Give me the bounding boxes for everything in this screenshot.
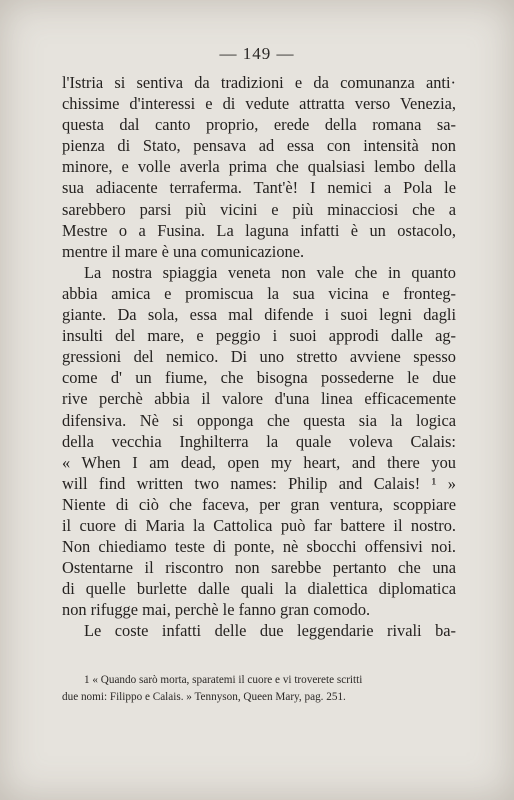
page-number: — 149 — bbox=[219, 44, 295, 63]
text-line: insulti del mare, e peggio i suoi approdi dalle ag- bbox=[62, 326, 456, 346]
text-line: giante. Da sola, essa mal difende i suoi legni dagli bbox=[62, 305, 456, 325]
text-line: di quelle burlette dalle quali la dialettica diplomatica bbox=[62, 579, 456, 599]
body-text bbox=[62, 72, 456, 642]
text-line: non rifugge mai, perchè le fanno gran comodo. bbox=[62, 600, 371, 620]
text-line: il cuore di Maria la Cattolica può far battere il nostro. bbox=[62, 515, 456, 535]
text-line: questa dal canto proprio, erede della romana sa- bbox=[62, 115, 456, 135]
text-line: La nostra spiaggia veneta non vale che in quanto bbox=[84, 262, 456, 282]
text-line: della vecchia Inghilterra la quale voleva Calais: bbox=[62, 431, 456, 451]
text-line: Mestre o a Fusina. La laguna infatti è un ostacolo, bbox=[62, 220, 456, 240]
text-line: « When I am dead, open my heart, and there you bbox=[62, 452, 456, 472]
text-line: chissime d'interessi e di vedute attratta verso Venezia, bbox=[62, 94, 456, 114]
text-line: sarebbero parsi più vicini e più minacciosi che a bbox=[62, 199, 456, 219]
text-line: pienza di Stato, pensava ad essa con intensità non bbox=[62, 136, 456, 156]
text-line: Niente di ciò che faceva, per gran ventura, scoppiare bbox=[62, 494, 456, 514]
text-line: l'Istria si sentiva da tradizioni e da comunanza anti· bbox=[62, 73, 456, 92]
text-line: come d' un fiume, che bisogna possederne le due bbox=[62, 368, 456, 388]
text-line: abbia amica e promiscua la sua vicina e fronteg- bbox=[62, 283, 456, 303]
text-line: sua adiacente terraferma. Tant'è! I nemici a Pola le bbox=[62, 178, 456, 198]
text-line: Le coste infatti delle due leggendarie rivali ba- bbox=[84, 621, 456, 641]
text-line: gressioni del nemico. Di uno stretto avviene spesso bbox=[62, 347, 456, 367]
text-line: Non chiediamo teste di ponte, nè sbocchi offensivi noi. bbox=[62, 537, 456, 557]
text-line: Ostentarne il riscontro non sarebbe pertanto che una bbox=[62, 558, 456, 578]
text-line: difensiva. Nè si opponga che questa sia la logica bbox=[62, 410, 456, 430]
text-line: minore, e volle averla prima che qualsiasi lembo della bbox=[62, 157, 456, 177]
text-line: will find written two names: Philip and Calais! ¹ » bbox=[62, 473, 456, 493]
text-line: mentre il mare è una comunicazione. bbox=[62, 241, 305, 261]
footnote bbox=[62, 672, 456, 706]
footnote-line: 1 « Quando sarò morta, sparatemi il cuore e vi troverete scritti bbox=[84, 674, 363, 686]
text-line: rive perchè abbia il valore d'una linea efficacemente bbox=[62, 389, 456, 409]
footnote-line: due nomi: Filippo e Calais. » Tennyson, Queen Mary, pag. 251. bbox=[62, 691, 346, 703]
